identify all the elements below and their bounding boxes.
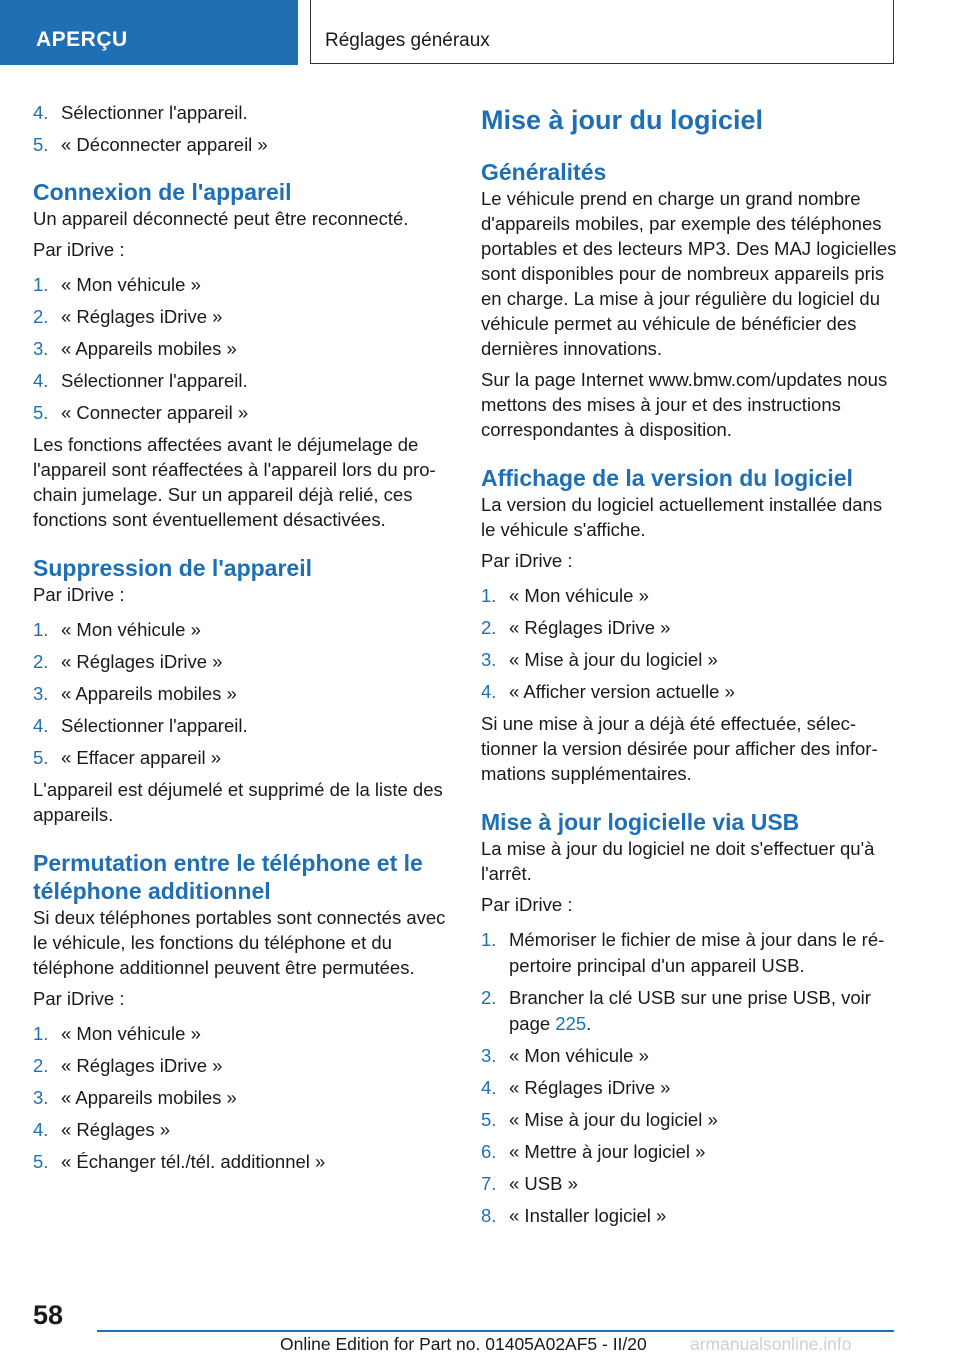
- section-heading-usb: Mise à jour logicielle via USB: [481, 809, 800, 835]
- item-number: 3.: [33, 683, 49, 704]
- list-item: [481, 1043, 901, 1069]
- section-heading-general: Généralités: [481, 159, 607, 185]
- item-number: 8.: [481, 1205, 497, 1226]
- paragraph: La version du logiciel actuellement installée dans le véhicule s'affiche.: [481, 494, 883, 540]
- paragraph: L'appareil est déjumelé et supprimé de la liste des appareils.: [33, 779, 443, 825]
- paragraph: La mise à jour du logiciel ne doit s'effectuer qu'à l'arrêt.: [481, 838, 875, 884]
- list-item: [33, 368, 448, 394]
- item-text: « Réglages iDrive »: [509, 1077, 671, 1098]
- list-item: [481, 927, 901, 979]
- item-number: 5.: [33, 1151, 49, 1172]
- paragraph: Un appareil déconnecté peut être reconnecté.: [33, 208, 409, 229]
- item-text: « Mon véhicule »: [509, 1045, 649, 1066]
- item-text: Mémoriser le fichier de mise à jour dans le répertoire principal d'un appareil USB.: [509, 929, 885, 976]
- item-text: « Appareils mobiles »: [61, 683, 237, 704]
- item-text: « Mon véhicule »: [61, 619, 201, 640]
- item-number: 4.: [33, 102, 49, 123]
- top-list: [33, 100, 448, 158]
- item-number: 3.: [481, 1045, 497, 1066]
- paragraph: Le véhicule prend en charge un grand nombre d'appareils mobiles, par exemple des téléphones portables et des lecteurs MP3. Des MAJ logicielles sont disponibles pour de nombreux appareils pris en charge. La mise à jour régulière du logiciel du véhicule permet au véhicule de bénéficier des dernières innovations.: [481, 188, 897, 359]
- item-number: 1.: [33, 619, 49, 640]
- item-number: 4.: [481, 681, 497, 702]
- item-text: « Connecter appareil »: [61, 402, 249, 423]
- item-number: 2.: [481, 617, 497, 638]
- paragraph: Par iDrive :: [33, 239, 125, 260]
- section-heading-version: Affichage de la version du logiciel: [481, 465, 853, 491]
- left-column: [33, 100, 448, 1181]
- item-number: 2.: [33, 306, 49, 327]
- list-item: [33, 272, 448, 298]
- item-number: 5.: [33, 747, 49, 768]
- page-number: 58: [33, 1300, 64, 1330]
- item-number: 3.: [33, 1087, 49, 1108]
- paragraph: Sur la page Internet www.bmw.com/updates nous mettons des mises à jour et des instructions correspondantes à disposition.: [481, 369, 888, 440]
- paragraph: Par iDrive :: [481, 894, 573, 915]
- item-text: Brancher la clé USB sur une prise USB, voir page: [509, 987, 871, 1034]
- list-item: [481, 615, 901, 641]
- main-heading: Mise à jour du logiciel: [481, 105, 764, 135]
- item-number: 5.: [33, 134, 49, 155]
- list-item: [481, 679, 901, 705]
- item-text: « Réglages iDrive »: [61, 306, 223, 327]
- item-text: « USB »: [509, 1173, 578, 1194]
- item-number: 4.: [481, 1077, 497, 1098]
- item-text: « Appareils mobiles »: [61, 338, 237, 359]
- list-item: [33, 304, 448, 330]
- list-item: [33, 132, 448, 158]
- item-number: 2.: [33, 1055, 49, 1076]
- paragraph: Par iDrive :: [33, 988, 125, 1009]
- item-text: « Mise à jour du logiciel »: [509, 1109, 718, 1130]
- list-item: [33, 617, 448, 643]
- list-item: [33, 713, 448, 739]
- item-number: 1.: [33, 1023, 49, 1044]
- edition-text: Online Edition for Part no. 01405A02AF5 - II/20: [280, 1334, 647, 1354]
- list-item: [33, 400, 448, 426]
- list-item: [481, 1171, 901, 1197]
- item-text: « Déconnecter appareil »: [61, 134, 268, 155]
- item-text: « Échanger tél./tél. additionnel »: [61, 1151, 326, 1172]
- paragraph: Par iDrive :: [33, 584, 125, 605]
- list-item: [33, 1053, 448, 1079]
- item-text: Sélectionner l'appareil.: [61, 715, 248, 736]
- list-item: [481, 1075, 901, 1101]
- list-item: [481, 1203, 901, 1229]
- item-text: « Mise à jour du logiciel »: [509, 649, 718, 670]
- list-item: [481, 1107, 901, 1133]
- item-number: 6.: [481, 1141, 497, 1162]
- chapter-title: Réglages généraux: [310, 0, 894, 64]
- item-text: « Réglages iDrive »: [61, 1055, 223, 1076]
- item-text: « Mon véhicule »: [61, 274, 201, 295]
- paragraph: Les fonctions affectées avant le déjumelage de l'appareil sont réaffectées à l'appareil lors du prochain jumelage. Sur un appareil déjà relié, ces fonctions sont éventuellement désactivées.: [33, 434, 436, 530]
- item-text: « Appareils mobiles »: [61, 1087, 237, 1108]
- item-number: 1.: [481, 585, 497, 606]
- list-item: [33, 1117, 448, 1143]
- list-item: [33, 100, 448, 126]
- section-heading-delete: Suppression de l'appareil: [33, 555, 312, 581]
- section-heading-swap: Permutation entre le téléphone et le téléphone additionnel: [33, 850, 423, 904]
- item-text: « Mettre à jour logiciel »: [509, 1141, 706, 1162]
- list-item: [481, 1139, 901, 1165]
- item-number: 5.: [481, 1109, 497, 1130]
- item-text: « Afficher version actuelle »: [509, 681, 735, 702]
- list-item: [33, 681, 448, 707]
- item-number: 4.: [33, 715, 49, 736]
- section-heading-connect: Connexion de l'appareil: [33, 179, 292, 205]
- item-number: 5.: [33, 402, 49, 423]
- list-item: [33, 1085, 448, 1111]
- item-number: 4.: [33, 370, 49, 391]
- list-item: [33, 336, 448, 362]
- item-number: 2.: [33, 651, 49, 672]
- list-item: [33, 1021, 448, 1047]
- item-number: 3.: [33, 338, 49, 359]
- page-link[interactable]: 225: [555, 1013, 587, 1034]
- item-text: Sélectionner l'appareil.: [61, 102, 248, 123]
- item-text: « Mon véhicule »: [509, 585, 649, 606]
- paragraph: Si une mise à jour a déjà été effectuée, sélectionner la version désirée pour afficher des informations supplémentaires.: [481, 713, 878, 784]
- list-item: [33, 649, 448, 675]
- section-tab[interactable]: APERÇU: [0, 0, 298, 65]
- footer-divider: [97, 1330, 894, 1332]
- paragraph: Par iDrive :: [481, 550, 573, 571]
- watermark: armanualsonline.info: [690, 1334, 852, 1354]
- item-text: Sélectionner l'appareil.: [61, 370, 248, 391]
- item-text: « Réglages iDrive »: [61, 651, 223, 672]
- item-number: 4.: [33, 1119, 49, 1140]
- item-text-tail: .: [586, 1013, 592, 1034]
- right-column: [481, 100, 901, 1235]
- item-number: 3.: [481, 649, 497, 670]
- item-number: 2.: [481, 987, 497, 1008]
- item-text: « Mon véhicule »: [61, 1023, 201, 1044]
- item-text: « Réglages iDrive »: [509, 617, 671, 638]
- paragraph: Si deux téléphones portables sont connectés avec le véhicule, les fonctions du téléphone et du téléphone additionnel peuvent être permutées.: [33, 907, 446, 978]
- list-item: [481, 583, 901, 609]
- item-text: « Installer logiciel »: [509, 1205, 667, 1226]
- item-text: « Réglages »: [61, 1119, 171, 1140]
- list-item: [481, 985, 901, 1037]
- item-number: 1.: [33, 274, 49, 295]
- list-item: [481, 647, 901, 673]
- item-number: 1.: [481, 929, 497, 950]
- list-item: [33, 745, 448, 771]
- item-text: « Effacer appareil »: [61, 747, 222, 768]
- item-number: 7.: [481, 1173, 497, 1194]
- list-item: [33, 1149, 448, 1175]
